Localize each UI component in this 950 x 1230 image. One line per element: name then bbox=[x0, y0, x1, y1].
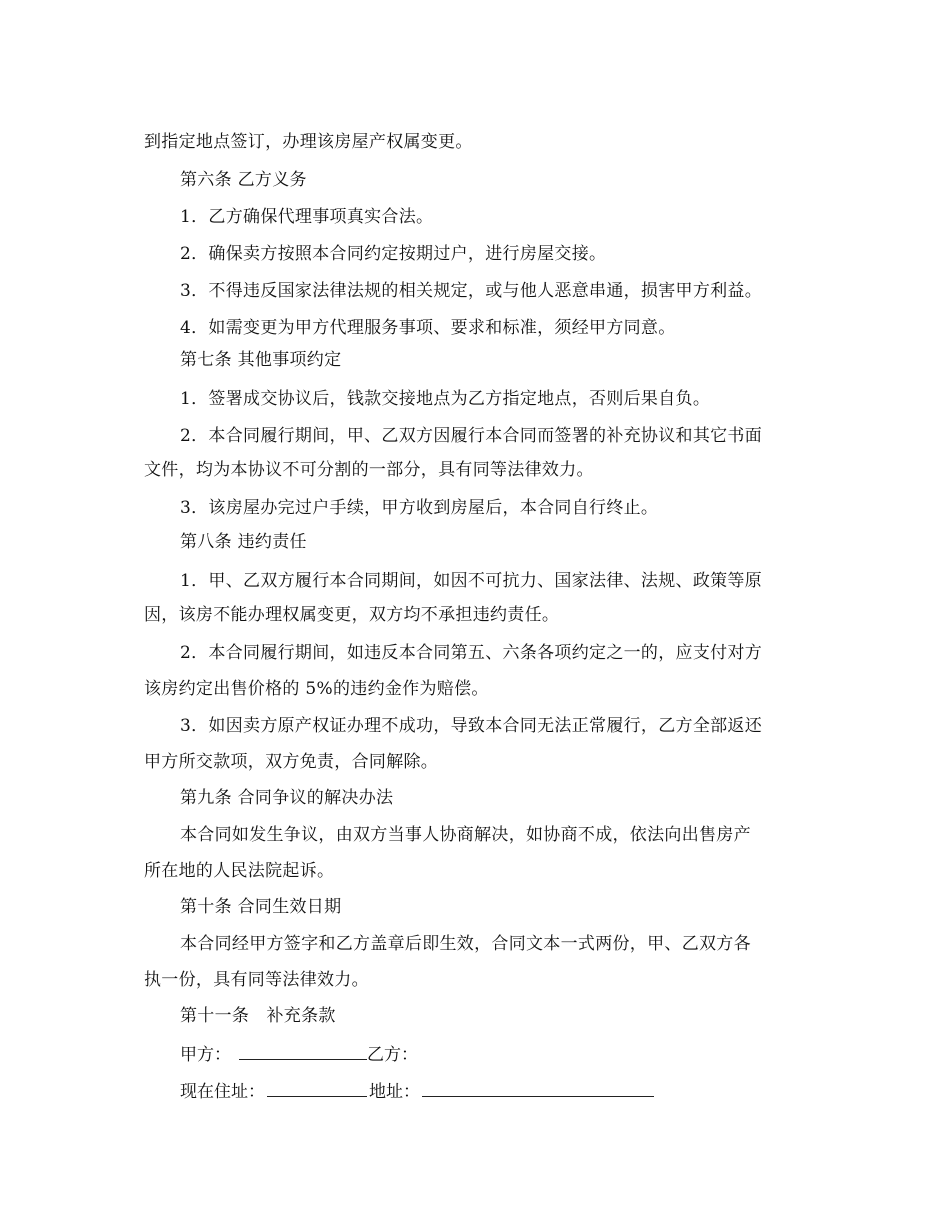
paragraph-line: 所在地的人民法院起诉。 bbox=[144, 861, 335, 881]
paragraph-line: 2．确保卖方按照本合同约定按期过户，进行房屋交接。 bbox=[180, 244, 607, 264]
paragraph-line: 本合同如发生争议，由双方当事人协商解决，如协商不成，依法向出售房产 bbox=[180, 825, 751, 845]
paragraph-line: 该房约定出售价格的 5%的违约金作为赔偿。 bbox=[144, 679, 489, 699]
paragraph-line: 甲方所交款项，双方免责，合同解除。 bbox=[144, 752, 439, 772]
paragraph-line: 3．该房屋办完过户手续，甲方收到房屋后，本合同自行终止。 bbox=[180, 498, 659, 518]
paragraph-line: 3．如因卖方原产权证办理不成功，导致本合同无法正常履行，乙方全部返还 bbox=[180, 716, 763, 736]
paragraph-line: 本合同经甲方签字和乙方盖章后即生效，合同文本一式两份，甲、乙双方各 bbox=[180, 934, 751, 954]
article-heading: 第九条 合同争议的解决办法 bbox=[180, 788, 394, 808]
party-a-blank[interactable] bbox=[239, 1041, 367, 1060]
paragraph-line: 到指定地点签订，办理该房屋产权属变更。 bbox=[144, 132, 473, 152]
article-heading: 第十条 合同生效日期 bbox=[180, 897, 342, 917]
paragraph-line: 文件，均为本协议不可分割的一部分，具有同等法律效力。 bbox=[144, 460, 594, 480]
address-blank[interactable] bbox=[422, 1078, 654, 1097]
paragraph-line: 执一份，具有同等法律效力。 bbox=[144, 970, 369, 990]
article-heading: 第七条 其他事项约定 bbox=[180, 350, 342, 370]
address-label: 地址： bbox=[369, 1082, 420, 1102]
address-signature-row bbox=[180, 1078, 654, 1104]
paragraph-line: 2．本合同履行期间，如违反本合同第五、六条各项约定之一的，应支付对方 bbox=[180, 643, 763, 663]
paragraph-line: 1．甲、乙双方履行本合同期间，如因不可抗力、国家法律、法规、政策等原 bbox=[180, 571, 763, 591]
party-signature-row bbox=[180, 1041, 418, 1067]
article-heading: 第十一条 补充条款 bbox=[180, 1006, 336, 1026]
paragraph-line: 1．签署成交协议后，钱款交接地点为乙方指定地点，否则后果自负。 bbox=[180, 389, 711, 409]
paragraph-line: 4．如需变更为甲方代理服务事项、要求和标准，须经甲方同意。 bbox=[180, 318, 676, 338]
paragraph-line: 3．不得违反国家法律法规的相关规定，或与他人恶意串通，损害甲方利益。 bbox=[180, 281, 763, 301]
article-heading: 第六条 乙方义务 bbox=[180, 170, 307, 190]
party-a-label: 甲方： bbox=[180, 1045, 231, 1065]
paragraph-line: 因，该房不能办理权属变更，双方均不承担违约责任。 bbox=[144, 605, 560, 625]
paragraph-line: 2．本合同履行期间，甲、乙双方因履行本合同而签署的补充协议和其它书面 bbox=[180, 426, 763, 446]
current-address-blank[interactable] bbox=[267, 1078, 367, 1097]
article-heading: 第八条 违约责任 bbox=[180, 532, 307, 552]
current-address-label: 现在住址： bbox=[180, 1082, 265, 1102]
party-b-label: 乙方： bbox=[367, 1045, 418, 1065]
paragraph-line: 1．乙方确保代理事项真实合法。 bbox=[180, 207, 434, 227]
